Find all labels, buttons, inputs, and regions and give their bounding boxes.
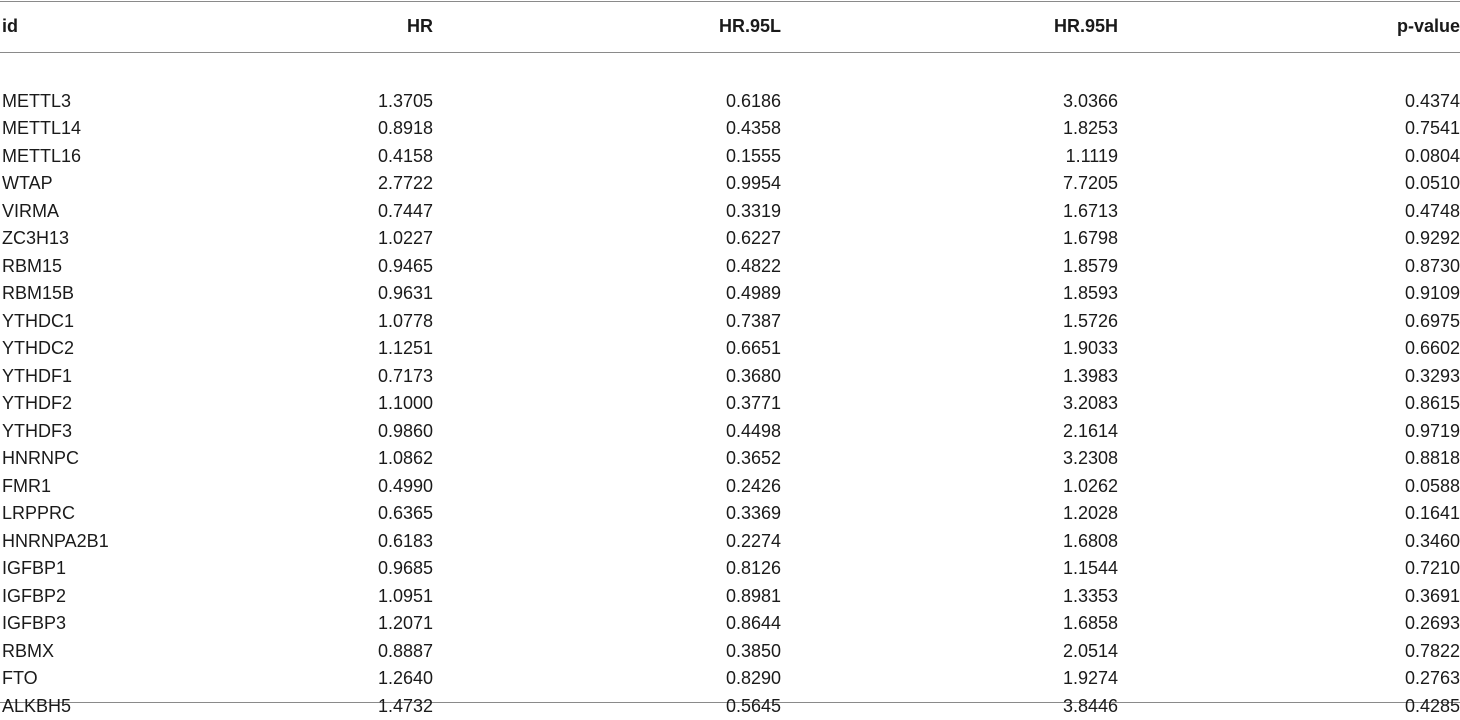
cell-hr-95h: 1.3983 [781,363,1118,391]
cell-hr-95l: 0.7387 [433,308,781,336]
cell-id: METTL16 [0,143,92,171]
cell-id: WTAP [0,170,92,198]
cell-p-value: 0.0588 [1118,473,1460,501]
table-row [0,143,1460,171]
table-row [0,253,1460,281]
cell-hr-95l: 0.6186 [433,88,781,116]
cell-hr-95l: 0.4822 [433,253,781,281]
cell-hr: 1.2071 [92,610,433,638]
table-row [0,363,1460,391]
table-row [0,198,1460,226]
cell-hr: 1.3705 [92,88,433,116]
cell-hr-95h: 1.6798 [781,225,1118,253]
table-row [0,610,1460,638]
table-body [0,52,1460,720]
header-hr: HR [92,0,433,52]
table-row [0,445,1460,473]
cell-hr-95l: 0.3319 [433,198,781,226]
cell-p-value: 0.7541 [1118,115,1460,143]
cell-id: YTHDC2 [0,335,92,363]
cell-hr-95l: 0.4358 [433,115,781,143]
table-row [0,335,1460,363]
cell-hr-95h: 1.9274 [781,665,1118,693]
cell-p-value: 0.2693 [1118,610,1460,638]
cell-hr: 0.6183 [92,528,433,556]
table-row [0,390,1460,418]
cell-hr: 1.1251 [92,335,433,363]
table-row [0,693,1460,720]
cell-id: ZC3H13 [0,225,92,253]
cell-p-value: 0.3691 [1118,583,1460,611]
cell-p-value: 0.7822 [1118,638,1460,666]
cell-hr-95l: 0.8981 [433,583,781,611]
cell-id: LRPPRC [0,500,92,528]
cell-hr-95l: 0.3652 [433,445,781,473]
cell-p-value: 0.9109 [1118,280,1460,308]
cell-id: YTHDC1 [0,308,92,336]
cell-hr-95l: 0.3369 [433,500,781,528]
cell-id: ALKBH5 [0,693,92,720]
cell-hr-95l: 0.4989 [433,280,781,308]
cell-hr-95l: 0.2274 [433,528,781,556]
cell-hr-95l: 0.8290 [433,665,781,693]
header-id: id [0,0,92,52]
table-row [0,170,1460,198]
cell-hr: 0.9631 [92,280,433,308]
header-hr-95h: HR.95H [781,0,1118,52]
cell-id: YTHDF3 [0,418,92,446]
table-row [0,528,1460,556]
cell-hr-95h: 1.8579 [781,253,1118,281]
cell-hr-95l: 0.2426 [433,473,781,501]
table-spacer-cell [0,52,1460,88]
cell-hr-95h: 1.9033 [781,335,1118,363]
cell-id: YTHDF2 [0,390,92,418]
cell-id: FMR1 [0,473,92,501]
cell-hr-95h: 2.1614 [781,418,1118,446]
cell-id: FTO [0,665,92,693]
table-row [0,473,1460,501]
cell-hr: 1.1000 [92,390,433,418]
cell-p-value: 0.4748 [1118,198,1460,226]
cell-hr-95h: 1.6808 [781,528,1118,556]
cell-hr: 0.8918 [92,115,433,143]
cell-id: RBM15B [0,280,92,308]
cell-p-value: 0.1641 [1118,500,1460,528]
table-row [0,638,1460,666]
cell-hr-95l: 0.5645 [433,693,781,720]
cell-hr-95l: 0.4498 [433,418,781,446]
table-row [0,225,1460,253]
cell-p-value: 0.6602 [1118,335,1460,363]
cell-hr: 0.9685 [92,555,433,583]
cell-hr-95l: 0.3850 [433,638,781,666]
table-spacer-row [0,52,1460,88]
cell-hr: 0.7173 [92,363,433,391]
header-row [0,0,1460,52]
cell-hr-95h: 1.6858 [781,610,1118,638]
cell-hr-95h: 3.2308 [781,445,1118,473]
table-row [0,555,1460,583]
cell-id: HNRNPA2B1 [0,528,92,556]
cell-hr-95h: 1.1119 [781,143,1118,171]
cell-hr: 1.0862 [92,445,433,473]
table-row [0,115,1460,143]
cell-hr-95l: 0.3680 [433,363,781,391]
cell-p-value: 0.8615 [1118,390,1460,418]
cell-id: HNRNPC [0,445,92,473]
cell-hr-95l: 0.6227 [433,225,781,253]
cell-p-value: 0.0510 [1118,170,1460,198]
cell-hr-95h: 1.6713 [781,198,1118,226]
cell-id: RBMX [0,638,92,666]
cell-hr-95h: 3.8446 [781,693,1118,720]
cell-id: IGFBP2 [0,583,92,611]
cell-hr-95h: 1.8593 [781,280,1118,308]
cell-hr-95l: 0.6651 [433,335,781,363]
cell-hr-95h: 1.8253 [781,115,1118,143]
cell-hr-95h: 1.5726 [781,308,1118,336]
cell-id: METTL3 [0,88,92,116]
cell-hr-95l: 0.8644 [433,610,781,638]
cell-p-value: 0.8730 [1118,253,1460,281]
header-hr-95l: HR.95L [433,0,781,52]
cell-id: METTL14 [0,115,92,143]
cell-hr: 1.0778 [92,308,433,336]
cell-hr-95l: 0.1555 [433,143,781,171]
cell-hr: 1.4732 [92,693,433,720]
cell-p-value: 0.7210 [1118,555,1460,583]
cell-hr-95h: 2.0514 [781,638,1118,666]
cell-p-value: 0.0804 [1118,143,1460,171]
cell-hr: 2.7722 [92,170,433,198]
cell-hr-95l: 0.8126 [433,555,781,583]
cell-hr-95l: 0.3771 [433,390,781,418]
cell-hr-95h: 1.3353 [781,583,1118,611]
cell-hr-95h: 1.1544 [781,555,1118,583]
cell-hr: 1.0227 [92,225,433,253]
cell-p-value: 0.3293 [1118,363,1460,391]
cell-p-value: 0.8818 [1118,445,1460,473]
cell-id: IGFBP1 [0,555,92,583]
cell-hr: 1.2640 [92,665,433,693]
cell-hr-95l: 0.9954 [433,170,781,198]
cell-hr-95h: 3.0366 [781,88,1118,116]
cell-hr-95h: 3.2083 [781,390,1118,418]
cell-hr: 0.4990 [92,473,433,501]
cell-hr-95h: 1.2028 [781,500,1118,528]
table-header [0,0,1460,52]
cell-p-value: 0.4285 [1118,693,1460,720]
cell-hr: 0.8887 [92,638,433,666]
table-row [0,665,1460,693]
cell-p-value: 0.2763 [1118,665,1460,693]
cell-p-value: 0.9292 [1118,225,1460,253]
cell-id: VIRMA [0,198,92,226]
table-row [0,418,1460,446]
cell-p-value: 0.6975 [1118,308,1460,336]
table-row [0,583,1460,611]
cell-id: RBM15 [0,253,92,281]
table-row [0,88,1460,116]
cell-p-value: 0.3460 [1118,528,1460,556]
cell-hr: 0.7447 [92,198,433,226]
cell-hr-95h: 1.0262 [781,473,1118,501]
cell-hr: 0.4158 [92,143,433,171]
cell-hr: 0.9465 [92,253,433,281]
cell-hr: 0.6365 [92,500,433,528]
header-p-value: p-value [1118,0,1460,52]
cell-p-value: 0.9719 [1118,418,1460,446]
cell-id: IGFBP3 [0,610,92,638]
cell-hr-95h: 7.7205 [781,170,1118,198]
cell-hr: 1.0951 [92,583,433,611]
cell-p-value: 0.4374 [1118,88,1460,116]
table-row [0,500,1460,528]
table-row [0,280,1460,308]
cell-id: YTHDF1 [0,363,92,391]
table-row [0,308,1460,336]
cell-hr: 0.9860 [92,418,433,446]
